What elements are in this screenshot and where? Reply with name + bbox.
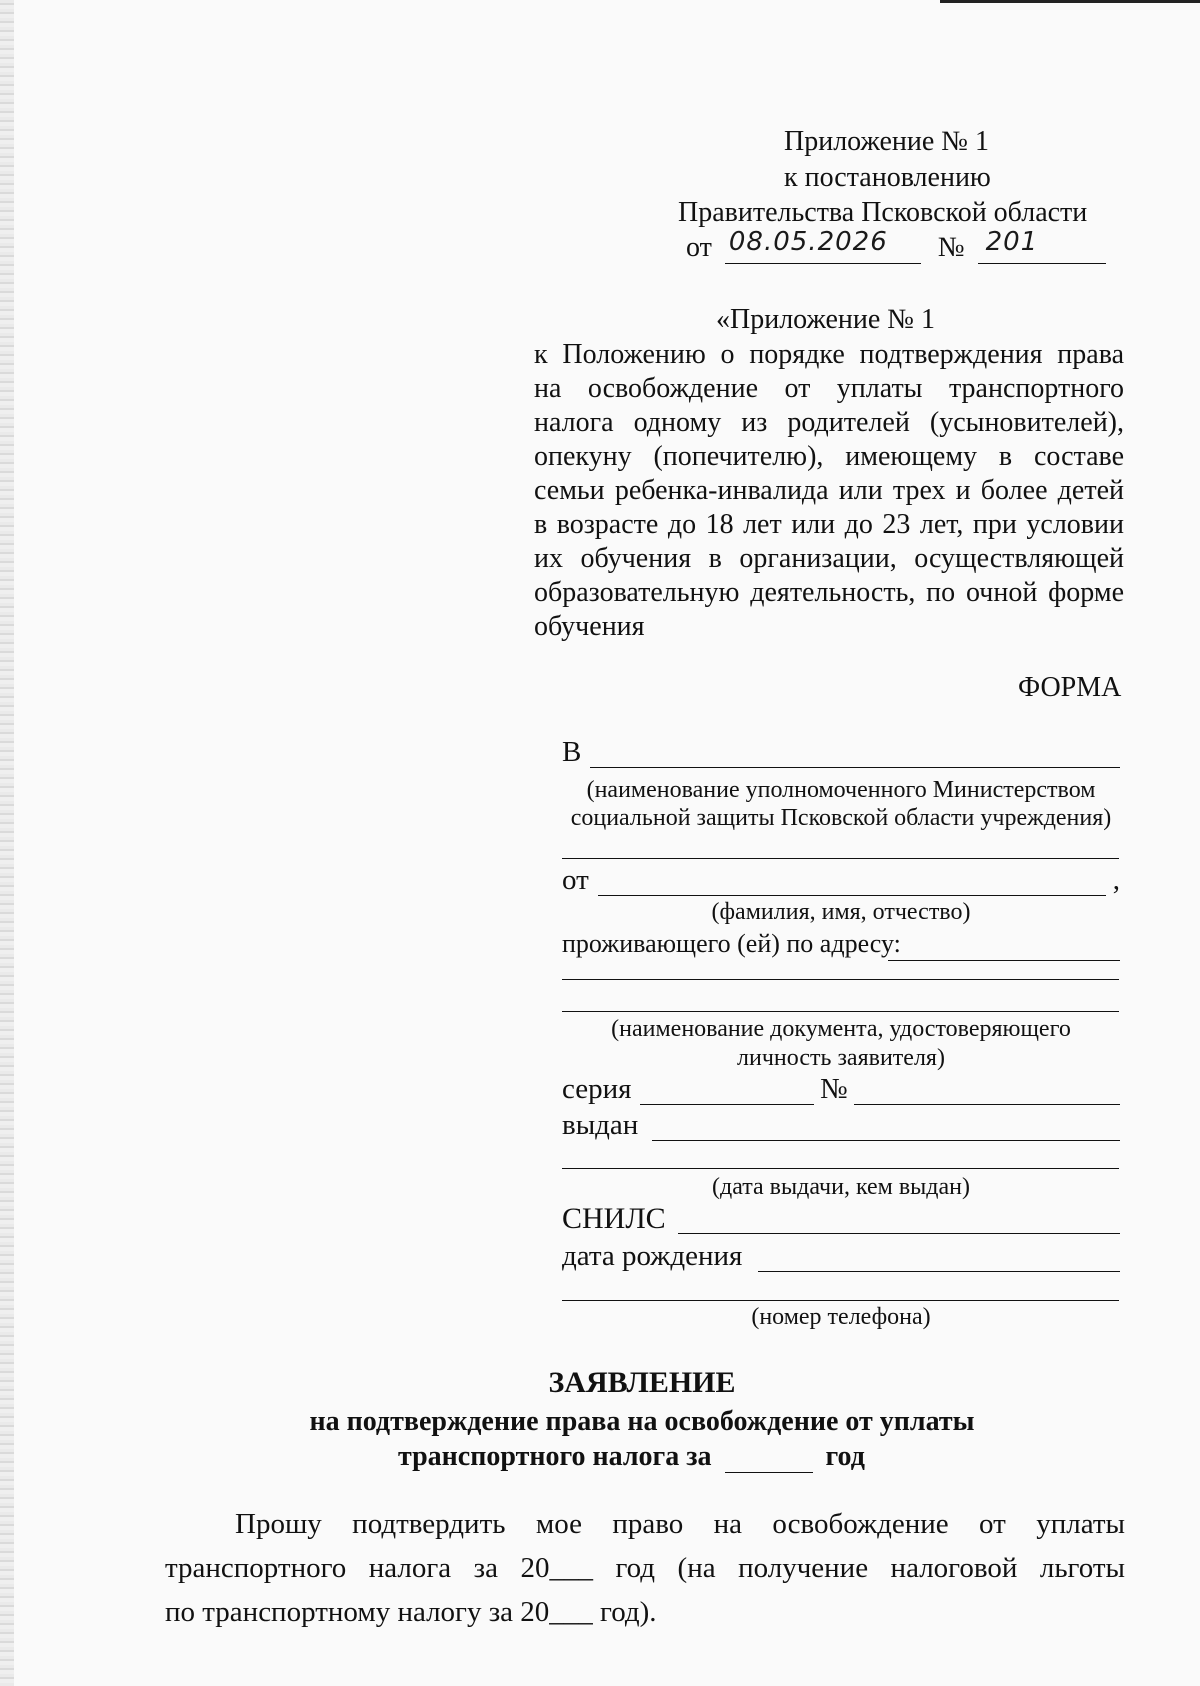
decree-number-field — [978, 227, 1106, 264]
field-from — [562, 864, 1120, 898]
from-label: от — [562, 864, 589, 896]
issued-line-2[interactable] — [562, 1168, 1119, 1169]
annex-line-3: Правительства Псковской области — [678, 197, 1088, 228]
statement-year-line[interactable] — [725, 1446, 813, 1473]
field-series-number — [562, 1073, 1120, 1107]
document-line[interactable] — [562, 1011, 1119, 1012]
statement-subtitle-1: на подтверждение права на освобождение от уплаты — [309, 1406, 975, 1437]
recipient-line-2[interactable] — [562, 858, 1119, 859]
decree-date-handwritten: 08.05.2026 — [728, 227, 888, 257]
reg-text — [534, 338, 1124, 644]
decree-date-field — [725, 227, 921, 264]
reg-line: в возрасте до 18 лет или до 23 лет, при условии — [534, 509, 1124, 540]
reg-line: семьи ребенка-инвалида или трех и более детей — [534, 475, 1124, 506]
annex-decree-ref — [686, 227, 1106, 264]
field-address — [562, 929, 1120, 963]
series-label: серия — [562, 1073, 632, 1105]
document-hint-1: (наименование документа, удостоверяющего — [611, 1016, 1071, 1042]
reg-title: «Приложение № 1 — [716, 304, 935, 335]
statement-body-line: транспортного налога за 20___ год (на получение налоговой льготы — [165, 1552, 1125, 1584]
annex-line-1: Приложение № 1 — [784, 126, 989, 157]
document-hint-2: личность заявителя) — [737, 1045, 945, 1071]
statement-body — [165, 1502, 1125, 1634]
reg-line: опекуну (попечителю), имеющему в составе — [534, 441, 1124, 472]
birth-date-line[interactable] — [758, 1271, 1120, 1272]
field-snils — [562, 1202, 1120, 1236]
series-line[interactable] — [640, 1104, 814, 1105]
reg-line: налога одному из родителей (усыновителей), — [534, 407, 1124, 438]
issued-hint: (дата выдачи, кем выдан) — [712, 1174, 970, 1200]
field-recipient — [562, 736, 1120, 770]
phone-line[interactable] — [562, 1300, 1119, 1301]
recipient-hint-2: социальной защиты Псковской области учреждения) — [570, 805, 1112, 831]
scan-edge-top — [940, 0, 1200, 3]
fio-line[interactable] — [598, 895, 1106, 896]
reg-line: их обучения в организации, осуществляющей — [534, 543, 1124, 574]
reg-line: образовательную деятельность, по очной форме — [534, 577, 1124, 608]
annex-number-label: № — [937, 232, 965, 263]
phone-hint: (номер телефона) — [751, 1304, 931, 1330]
field-birth-date — [562, 1240, 1120, 1274]
form-label: ФОРМА — [1018, 672, 1122, 703]
decree-number-handwritten: 201 — [985, 227, 1039, 257]
statement-body-line: по транспортному налогу за 20___ год). — [165, 1596, 657, 1628]
from-comma: , — [1112, 864, 1120, 896]
reg-line: обучения — [534, 611, 645, 642]
recipient-label: В — [562, 736, 582, 768]
snils-line[interactable] — [678, 1233, 1120, 1234]
fio-hint: (фамилия, имя, отчество) — [711, 899, 971, 925]
statement-subtitle-2-start: транспортного налога за — [398, 1441, 712, 1472]
statement-subtitle-2-end: год — [825, 1441, 865, 1472]
birth-date-label: дата рождения — [562, 1240, 743, 1272]
address-line-2[interactable] — [562, 979, 1119, 980]
annex-line-2: к постановлению — [784, 162, 991, 193]
statement-body-line: Прошу подтвердить мое право на освобождение от уплаты — [235, 1508, 1125, 1540]
field-issued — [562, 1109, 1120, 1143]
statement-subtitle-2 — [398, 1441, 865, 1473]
doc-number-line[interactable] — [854, 1104, 1120, 1105]
annex-from-label: от — [686, 232, 712, 263]
recipient-hint-1: (наименование уполномоченного Министерством — [586, 777, 1096, 803]
reg-line: на освобождение от уплаты транспортного — [534, 373, 1124, 404]
address-label: проживающего (ей) по адресу: — [562, 929, 901, 958]
doc-number-label: № — [820, 1073, 848, 1105]
issued-line[interactable] — [652, 1140, 1120, 1141]
recipient-line[interactable] — [590, 767, 1120, 768]
address-line[interactable] — [888, 960, 1120, 961]
reg-line: к Положению о порядке подтверждения права — [534, 339, 1124, 370]
statement-title: ЗАЯВЛЕНИЕ — [548, 1366, 736, 1399]
snils-label: СНИЛС — [562, 1202, 666, 1235]
issued-label: выдан — [562, 1109, 639, 1141]
